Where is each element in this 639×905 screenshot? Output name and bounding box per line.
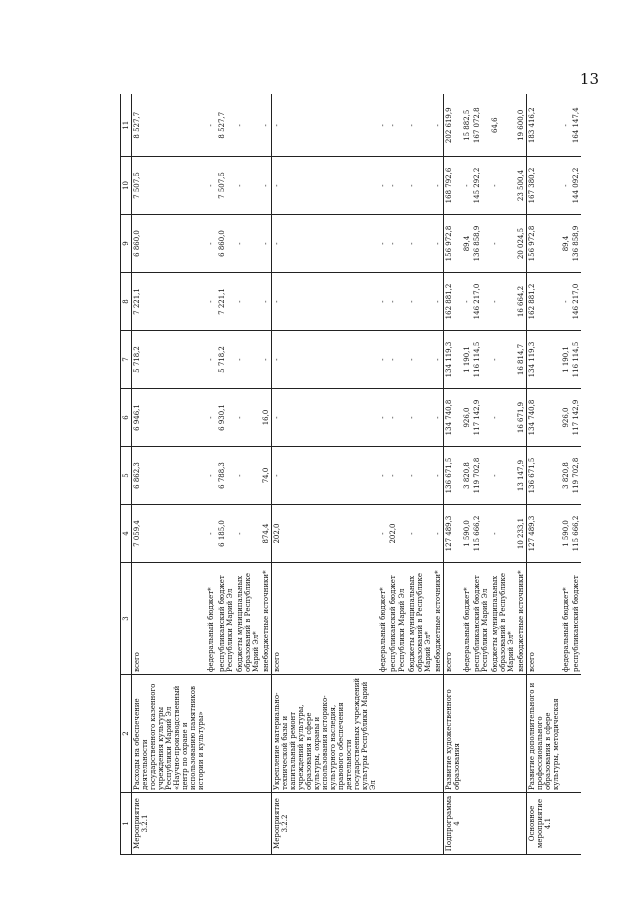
program-name-cell bbox=[516, 675, 527, 793]
amount-cell: 146 217,0 bbox=[571, 273, 581, 331]
amount-cell: 1 190,1 bbox=[462, 331, 472, 389]
amount-cell: - bbox=[206, 157, 216, 215]
program-name-cell bbox=[462, 675, 472, 793]
amount-cell: - bbox=[388, 95, 406, 157]
amount-cell: 115 666,2 bbox=[571, 505, 581, 563]
amount-cell: - bbox=[378, 505, 388, 563]
amount-cell: 136 671,5 bbox=[527, 447, 562, 505]
table-row bbox=[527, 95, 562, 855]
amount-cell: 167 072,8 bbox=[472, 95, 490, 157]
amount-cell: - bbox=[490, 157, 516, 215]
amount-cell: 117 142,9 bbox=[571, 389, 581, 447]
table-row bbox=[217, 95, 235, 855]
amount-cell: 13 147,9 bbox=[516, 447, 527, 505]
amount-cell: - bbox=[490, 273, 516, 331]
amount-cell: 64,6 bbox=[490, 95, 516, 157]
amount-cell: - bbox=[388, 157, 406, 215]
program-name-cell: Расходы на обеспечение деятельности государственного казенного учреждения культуры Республики Марий Эл «Научно-производственный центр по охране и использованию памятников истории и культуры» bbox=[132, 675, 207, 793]
table-row bbox=[462, 95, 472, 855]
amount-cell: - bbox=[433, 389, 444, 447]
column-header: 2 bbox=[121, 675, 132, 793]
amount-cell: 1 190,1 bbox=[561, 331, 571, 389]
funding-source-cell: всего bbox=[132, 563, 207, 675]
program-code-cell bbox=[388, 793, 406, 855]
column-header: 10 bbox=[121, 157, 132, 215]
amount-cell: 5 718,2 bbox=[132, 331, 207, 389]
amount-cell: 146 217,0 bbox=[472, 273, 490, 331]
table-row bbox=[490, 95, 516, 855]
amount-cell: 183 416,2 bbox=[527, 95, 562, 157]
amount-cell: 3 820,8 bbox=[561, 447, 571, 505]
amount-cell: - bbox=[271, 157, 378, 215]
funding-source-cell: внебюджетные источники* bbox=[516, 563, 527, 675]
amount-cell: 156 972,8 bbox=[527, 215, 562, 273]
amount-cell: 16,0 bbox=[261, 389, 272, 447]
amount-cell: - bbox=[433, 157, 444, 215]
program-code-cell bbox=[217, 793, 235, 855]
amount-cell: - bbox=[235, 157, 261, 215]
budget-table bbox=[120, 95, 581, 856]
amount-cell: - bbox=[388, 447, 406, 505]
amount-cell: 74,0 bbox=[261, 447, 272, 505]
program-code-cell: Основное мероприятие 4.1 bbox=[527, 793, 562, 855]
amount-cell: - bbox=[378, 215, 388, 273]
amount-cell: - bbox=[407, 273, 433, 331]
amount-cell: - bbox=[271, 389, 378, 447]
amount-cell: 116 114,5 bbox=[472, 331, 490, 389]
amount-cell: - bbox=[378, 389, 388, 447]
amount-cell: 134 119,3 bbox=[527, 331, 562, 389]
table-row bbox=[407, 95, 433, 855]
amount-cell: - bbox=[407, 215, 433, 273]
amount-cell: - bbox=[388, 389, 406, 447]
amount-cell: - bbox=[561, 157, 571, 215]
amount-cell: - bbox=[378, 331, 388, 389]
program-name-cell bbox=[388, 675, 406, 793]
funding-source-cell: внебюджетные источники* bbox=[261, 563, 272, 675]
amount-cell: 127 489,3 bbox=[443, 505, 462, 563]
funding-source-cell: республиканский бюджет Республики Марий Эл bbox=[472, 563, 490, 675]
table-row bbox=[235, 95, 261, 855]
amount-cell: - bbox=[235, 95, 261, 157]
program-name-cell bbox=[407, 675, 433, 793]
amount-cell: - bbox=[462, 157, 472, 215]
amount-cell: 6 862,3 bbox=[132, 447, 207, 505]
program-name-cell bbox=[217, 675, 235, 793]
table-row bbox=[271, 95, 378, 855]
program-code-cell bbox=[571, 793, 581, 855]
program-code-cell bbox=[462, 793, 472, 855]
amount-cell: - bbox=[433, 331, 444, 389]
table-row bbox=[571, 95, 581, 855]
amount-cell: - bbox=[271, 273, 378, 331]
program-name-cell bbox=[433, 675, 444, 793]
program-code-cell bbox=[407, 793, 433, 855]
amount-cell: 144 092,2 bbox=[571, 157, 581, 215]
program-name-cell bbox=[561, 675, 571, 793]
program-code-cell bbox=[490, 793, 516, 855]
funding-source-cell: бюджеты муниципальных образований в Республике Марий Эл* bbox=[235, 563, 261, 675]
amount-cell: - bbox=[206, 215, 216, 273]
program-name-cell bbox=[490, 675, 516, 793]
funding-source-cell: республиканский бюджет Республики Марий Эл bbox=[388, 563, 406, 675]
amount-cell: - bbox=[490, 505, 516, 563]
table-row bbox=[378, 95, 388, 855]
amount-cell: - bbox=[206, 331, 216, 389]
program-name-cell: Укрепление материально-технической базы и капитальный ремонт учреждений культуры, образования в сфере культуры, охраны и использования историко-культурного наследия, правового обеспечения деятельности государственных учреждений культуры Республики Марий Эл bbox=[271, 675, 378, 793]
amount-cell: 926,0 bbox=[561, 389, 571, 447]
amount-cell: - bbox=[271, 95, 378, 157]
amount-cell: 134 740,8 bbox=[527, 389, 562, 447]
amount-cell: 202,0 bbox=[388, 505, 406, 563]
funding-source-cell: республиканский бюджет Республики Марий Эл bbox=[217, 563, 235, 675]
amount-cell: 202 619,9 bbox=[443, 95, 462, 157]
table-row bbox=[433, 95, 444, 855]
amount-cell: 15 882,5 bbox=[462, 95, 472, 157]
amount-cell: 167 380,2 bbox=[527, 157, 562, 215]
amount-cell: 136 671,5 bbox=[443, 447, 462, 505]
table-row bbox=[472, 95, 490, 855]
program-name-cell bbox=[571, 675, 581, 793]
amount-cell: - bbox=[271, 331, 378, 389]
amount-cell: 7 221,1 bbox=[217, 273, 235, 331]
amount-cell: - bbox=[235, 331, 261, 389]
amount-cell: - bbox=[271, 447, 378, 505]
amount-cell: 20 024,5 bbox=[516, 215, 527, 273]
amount-cell: - bbox=[490, 447, 516, 505]
amount-cell: 8 527,7 bbox=[132, 95, 207, 157]
amount-cell: 115 666,2 bbox=[472, 505, 490, 563]
amount-cell: - bbox=[433, 447, 444, 505]
funding-source-cell: бюджеты муниципальных образований в Республике Марий Эл* bbox=[490, 563, 516, 675]
amount-cell: - bbox=[206, 273, 216, 331]
amount-cell: - bbox=[433, 215, 444, 273]
program-name-cell bbox=[206, 675, 216, 793]
amount-cell: 119 702,8 bbox=[472, 447, 490, 505]
program-name-cell bbox=[378, 675, 388, 793]
program-code-cell: Мероприятие 3.2.1 bbox=[132, 793, 207, 855]
table-row bbox=[443, 95, 462, 855]
amount-cell: 16 671,9 bbox=[516, 389, 527, 447]
amount-cell: 6 860,0 bbox=[132, 215, 207, 273]
amount-cell: - bbox=[235, 389, 261, 447]
amount-cell: - bbox=[261, 215, 272, 273]
amount-cell: - bbox=[490, 215, 516, 273]
funding-source-cell: федеральный бюджет* bbox=[462, 563, 472, 675]
amount-cell: 168 792,6 bbox=[443, 157, 462, 215]
amount-cell: - bbox=[388, 331, 406, 389]
program-name-cell: Развитие дополнительного и профессионального образования в сфере культуры, методическая bbox=[527, 675, 562, 793]
amount-cell: - bbox=[271, 215, 378, 273]
amount-cell: - bbox=[235, 505, 261, 563]
table-header-row bbox=[121, 95, 132, 855]
amount-cell: - bbox=[206, 389, 216, 447]
amount-cell: - bbox=[490, 389, 516, 447]
amount-cell: 1 590,0 bbox=[462, 505, 472, 563]
column-header: 9 bbox=[121, 215, 132, 273]
program-code-cell bbox=[561, 793, 571, 855]
program-code-cell bbox=[472, 793, 490, 855]
amount-cell: - bbox=[561, 95, 571, 157]
amount-cell: 127 489,3 bbox=[527, 505, 562, 563]
amount-cell: 164 147,4 bbox=[571, 95, 581, 157]
amount-cell: - bbox=[378, 447, 388, 505]
amount-cell: 6 860,0 bbox=[217, 215, 235, 273]
amount-cell: 874,4 bbox=[261, 505, 272, 563]
column-header: 3 bbox=[121, 563, 132, 675]
amount-cell: - bbox=[378, 95, 388, 157]
funding-source-cell: всего bbox=[271, 563, 378, 675]
amount-cell: 8 527,7 bbox=[217, 95, 235, 157]
amount-cell: 116 114,5 bbox=[571, 331, 581, 389]
amount-cell: - bbox=[206, 505, 216, 563]
amount-cell: 202,0 bbox=[271, 505, 378, 563]
amount-cell: 6 185,0 bbox=[217, 505, 235, 563]
funding-source-cell: бюджеты муниципальных образований в Республике Марий Эл* bbox=[407, 563, 433, 675]
funding-source-cell: всего bbox=[443, 563, 462, 675]
amount-cell: 10 233,1 bbox=[516, 505, 527, 563]
amount-cell: - bbox=[407, 157, 433, 215]
program-name-cell bbox=[235, 675, 261, 793]
amount-cell: - bbox=[235, 447, 261, 505]
amount-cell: - bbox=[261, 273, 272, 331]
amount-cell: - bbox=[261, 95, 272, 157]
amount-cell: - bbox=[206, 95, 216, 157]
amount-cell: 119 702,8 bbox=[571, 447, 581, 505]
amount-cell: 6 930,1 bbox=[217, 389, 235, 447]
amount-cell: - bbox=[407, 447, 433, 505]
column-header: 6 bbox=[121, 389, 132, 447]
table-row bbox=[206, 95, 216, 855]
table-row bbox=[132, 95, 207, 855]
column-header: 1 bbox=[121, 793, 132, 855]
table-row bbox=[261, 95, 272, 855]
amount-cell: 6 788,3 bbox=[217, 447, 235, 505]
amount-cell: 7 507,5 bbox=[217, 157, 235, 215]
amount-cell: 136 858,9 bbox=[472, 215, 490, 273]
table-row bbox=[388, 95, 406, 855]
program-code-cell: Подпрограмма 4 bbox=[443, 793, 462, 855]
amount-cell: - bbox=[235, 273, 261, 331]
amount-cell: 7 221,1 bbox=[132, 273, 207, 331]
program-name-cell bbox=[261, 675, 272, 793]
amount-cell: 134 740,8 bbox=[443, 389, 462, 447]
amount-cell: - bbox=[561, 273, 571, 331]
amount-cell: - bbox=[462, 273, 472, 331]
amount-cell: - bbox=[407, 389, 433, 447]
amount-cell: 1 590,0 bbox=[561, 505, 571, 563]
program-code-cell bbox=[206, 793, 216, 855]
amount-cell: - bbox=[388, 215, 406, 273]
amount-cell: 3 820,8 bbox=[462, 447, 472, 505]
program-code-cell bbox=[516, 793, 527, 855]
program-code-cell bbox=[433, 793, 444, 855]
program-code-cell bbox=[378, 793, 388, 855]
table-row bbox=[561, 95, 571, 855]
funding-source-cell: республиканский бюджет bbox=[571, 563, 581, 675]
amount-cell: - bbox=[261, 331, 272, 389]
amount-cell: 89,4 bbox=[561, 215, 571, 273]
amount-cell: - bbox=[433, 273, 444, 331]
page-number: 13 bbox=[579, 70, 599, 88]
amount-cell: - bbox=[378, 157, 388, 215]
program-code-cell bbox=[235, 793, 261, 855]
amount-cell: 19 600,0 bbox=[516, 95, 527, 157]
funding-source-cell: всего bbox=[527, 563, 562, 675]
column-header: 4 bbox=[121, 505, 132, 563]
amount-cell: - bbox=[407, 95, 433, 157]
funding-source-cell: федеральный бюджет* bbox=[206, 563, 216, 675]
amount-cell: 134 119,3 bbox=[443, 331, 462, 389]
amount-cell: - bbox=[388, 273, 406, 331]
program-code-cell bbox=[261, 793, 272, 855]
amount-cell: 926,0 bbox=[462, 389, 472, 447]
amount-cell: 136 858,9 bbox=[571, 215, 581, 273]
amount-cell: 16 664,2 bbox=[516, 273, 527, 331]
amount-cell: - bbox=[490, 331, 516, 389]
amount-cell: 162 881,2 bbox=[527, 273, 562, 331]
amount-cell: - bbox=[261, 157, 272, 215]
column-header: 8 bbox=[121, 273, 132, 331]
amount-cell: 23 500,4 bbox=[516, 157, 527, 215]
funding-source-cell: федеральный бюджет* bbox=[561, 563, 571, 675]
budget-table-wrapper bbox=[120, 95, 610, 855]
program-code-cell: Мероприятие 3.2.2 bbox=[271, 793, 378, 855]
amount-cell: - bbox=[433, 505, 444, 563]
amount-cell: - bbox=[235, 215, 261, 273]
amount-cell: - bbox=[433, 95, 444, 157]
amount-cell: - bbox=[378, 273, 388, 331]
table-row bbox=[516, 95, 527, 855]
amount-cell: 6 946,1 bbox=[132, 389, 207, 447]
amount-cell: 156 972,8 bbox=[443, 215, 462, 273]
amount-cell: - bbox=[407, 331, 433, 389]
column-header: 7 bbox=[121, 331, 132, 389]
amount-cell: 89,4 bbox=[462, 215, 472, 273]
column-header: 5 bbox=[121, 447, 132, 505]
amount-cell: 7 059,4 bbox=[132, 505, 207, 563]
column-header: 11 bbox=[121, 95, 132, 157]
amount-cell: 5 718,2 bbox=[217, 331, 235, 389]
amount-cell: 16 814,7 bbox=[516, 331, 527, 389]
amount-cell: - bbox=[206, 447, 216, 505]
program-name-cell bbox=[472, 675, 490, 793]
amount-cell: 162 881,2 bbox=[443, 273, 462, 331]
funding-source-cell: федеральный бюджет* bbox=[378, 563, 388, 675]
amount-cell: 7 507,5 bbox=[132, 157, 207, 215]
table-body bbox=[132, 95, 582, 855]
amount-cell: - bbox=[407, 505, 433, 563]
amount-cell: 145 292,2 bbox=[472, 157, 490, 215]
funding-source-cell: внебюджетные источники* bbox=[433, 563, 444, 675]
amount-cell: 117 142,9 bbox=[472, 389, 490, 447]
program-name-cell: Развитие художественного образования bbox=[443, 675, 462, 793]
